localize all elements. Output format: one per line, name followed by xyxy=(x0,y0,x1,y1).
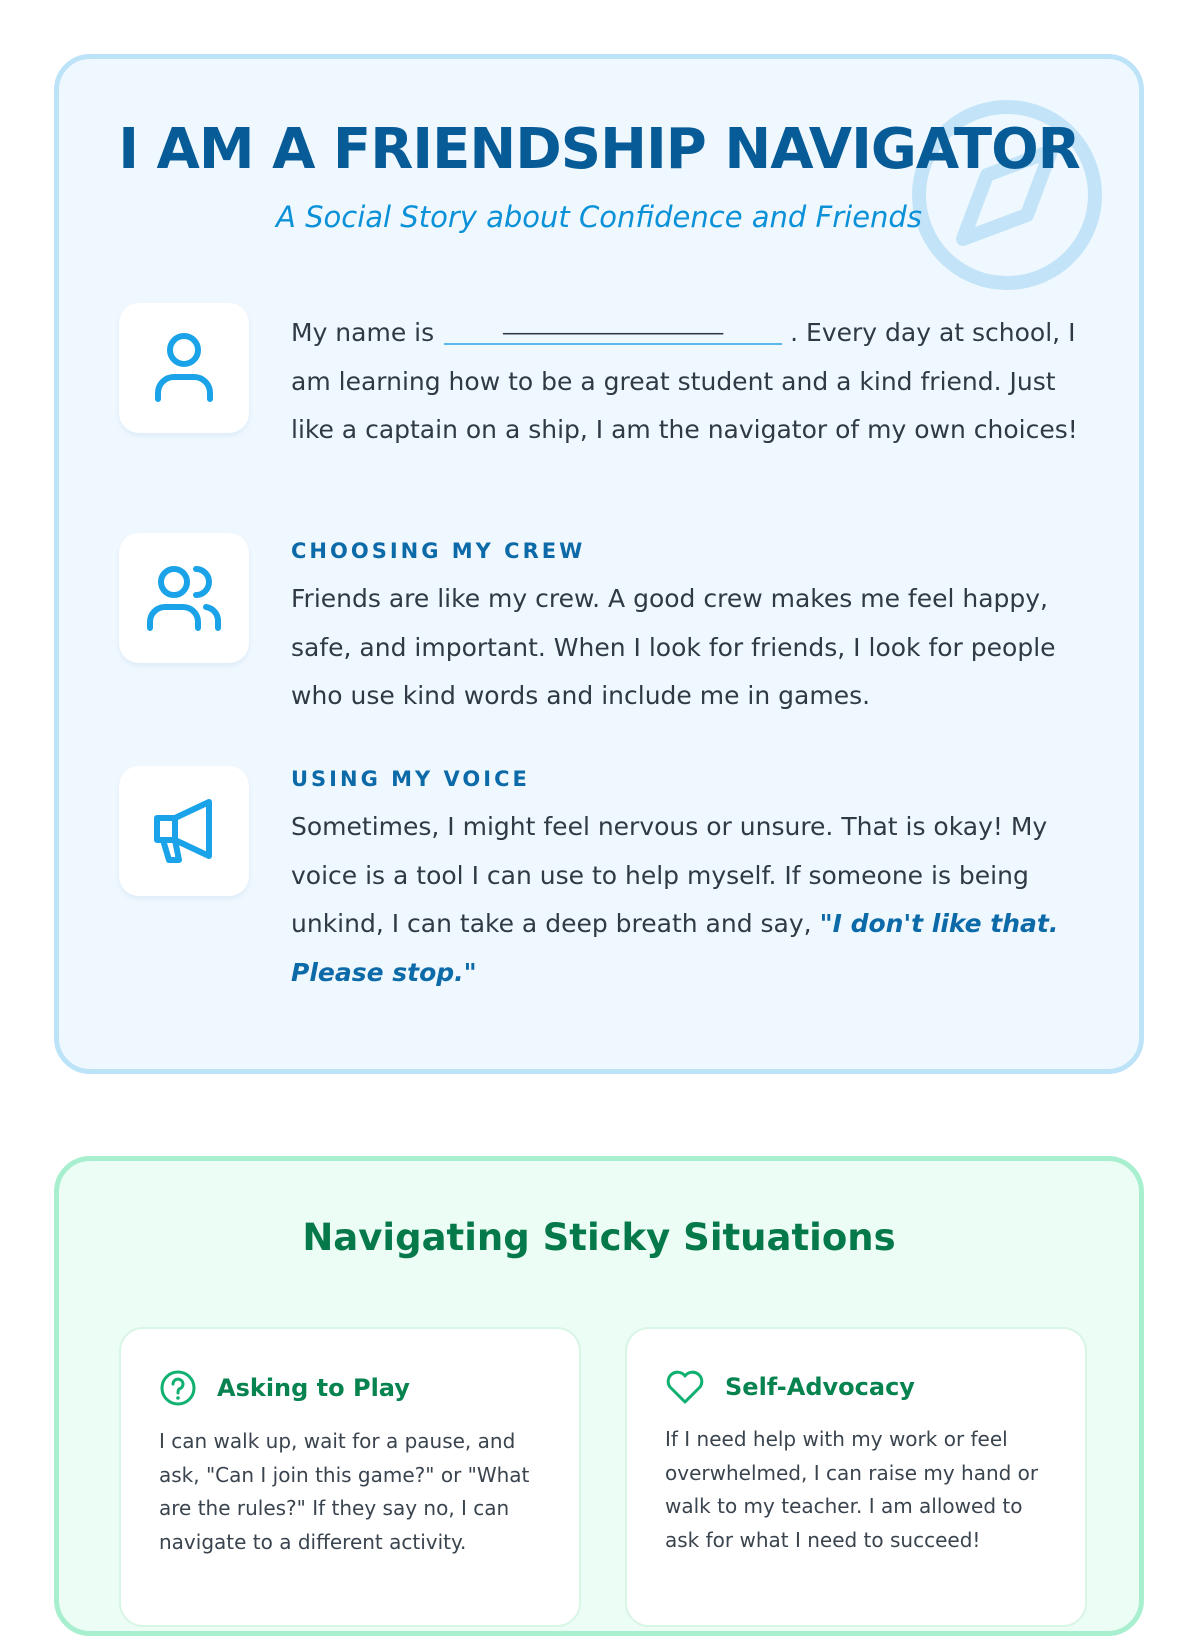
name-blank-field[interactable]: ____________________ xyxy=(444,303,782,345)
crew-icon-tile xyxy=(119,533,249,663)
intro-text xyxy=(291,303,1101,455)
page-subtitle: A Social Story about Confidence and Friends xyxy=(276,200,922,234)
crew-section xyxy=(291,537,1101,721)
voice-text xyxy=(291,803,1101,997)
intro-text-rest: . Every day at school, I am learning how to be a great student and a kind friend. Just like a captain on a ship, I am the navigator of my own choices! xyxy=(291,318,1078,444)
situations-card xyxy=(54,1156,1144,1636)
story-card xyxy=(54,54,1144,1074)
intro-text-start: My name is xyxy=(291,318,435,347)
tip-card-asking-to-play xyxy=(119,1327,581,1627)
tip-card-title: Asking to Play xyxy=(217,1374,410,1402)
voice-quote: "I don't like that. Please stop." xyxy=(291,909,1059,987)
situations-title: Navigating Sticky Situations xyxy=(302,1216,896,1259)
crew-text: Friends are like my crew. A good crew makes me feel happy, safe, and important. When I look for friends, I look for people who use kind words and include me in games. xyxy=(291,584,1056,710)
tip-card-header xyxy=(159,1369,543,1407)
voice-text-body: Sometimes, I might feel nervous or unsure. That is okay! My voice is a tool I can use to help myself. If someone is being unkind, I can take a deep breath and say, xyxy=(291,812,1048,938)
voice-icon-tile xyxy=(119,766,249,896)
tip-card-text: If I need help with my work or feel overwhelmed, I can raise my hand or walk to my teacher. I am allowed to ask for what I need to succeed! xyxy=(665,1427,1039,1552)
tip-card-text: I can walk up, wait for a pause, and ask, "Can I join this game?" or "What are the rules?" If they say no, I can navigate to a different activity. xyxy=(159,1429,530,1554)
intro-section xyxy=(291,303,1101,455)
question-circle-icon xyxy=(159,1369,197,1407)
users-icon xyxy=(146,564,222,632)
intro-icon-tile xyxy=(119,303,249,433)
voice-heading: USING MY VOICE xyxy=(291,767,530,791)
tip-card-self-advocacy xyxy=(625,1327,1087,1627)
crew-heading: CHOOSING MY CREW xyxy=(291,539,586,563)
person-icon xyxy=(154,333,214,403)
heart-icon xyxy=(665,1369,705,1405)
voice-section xyxy=(291,765,1101,997)
megaphone-icon xyxy=(149,796,219,866)
page-title: I AM A FRIENDSHIP NAVIGATOR xyxy=(118,117,1080,182)
tip-card-header xyxy=(665,1369,1049,1405)
tip-card-title: Self-Advocacy xyxy=(725,1373,915,1401)
